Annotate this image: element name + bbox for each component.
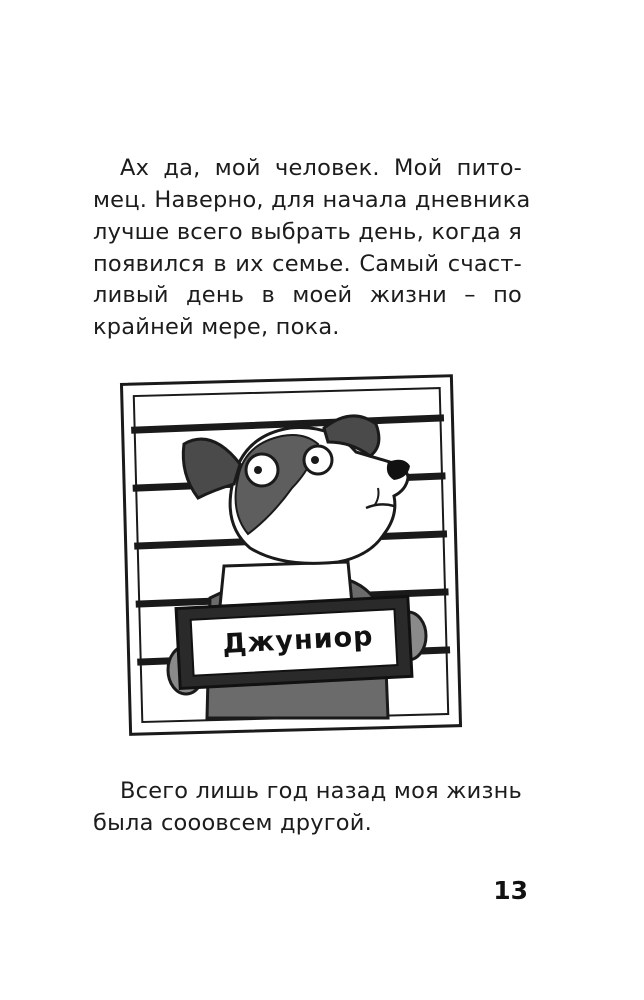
paragraph-line: Ах да, мой человек. Мой пито- [120,155,522,181]
paragraph-line: Всего лишь год назад моя жизнь [120,778,522,804]
paragraph-line: крайней мере, пока. [93,314,340,340]
dog-mugshot-illustration [112,366,472,744]
paragraph-line: мец. Наверно, для начала дневника [93,187,531,213]
paragraph-line: ливый день в моей жизни – по [93,282,522,308]
paragraph-line: была сооовсем другой. [93,810,372,836]
page-number: 13 [493,876,528,905]
paragraph-line: лучше всего выбрать день, когда я [93,219,522,245]
paragraph-line: появился в их семье. Самый счаст- [93,251,522,277]
name-sign-text: Джуниор [221,621,375,660]
